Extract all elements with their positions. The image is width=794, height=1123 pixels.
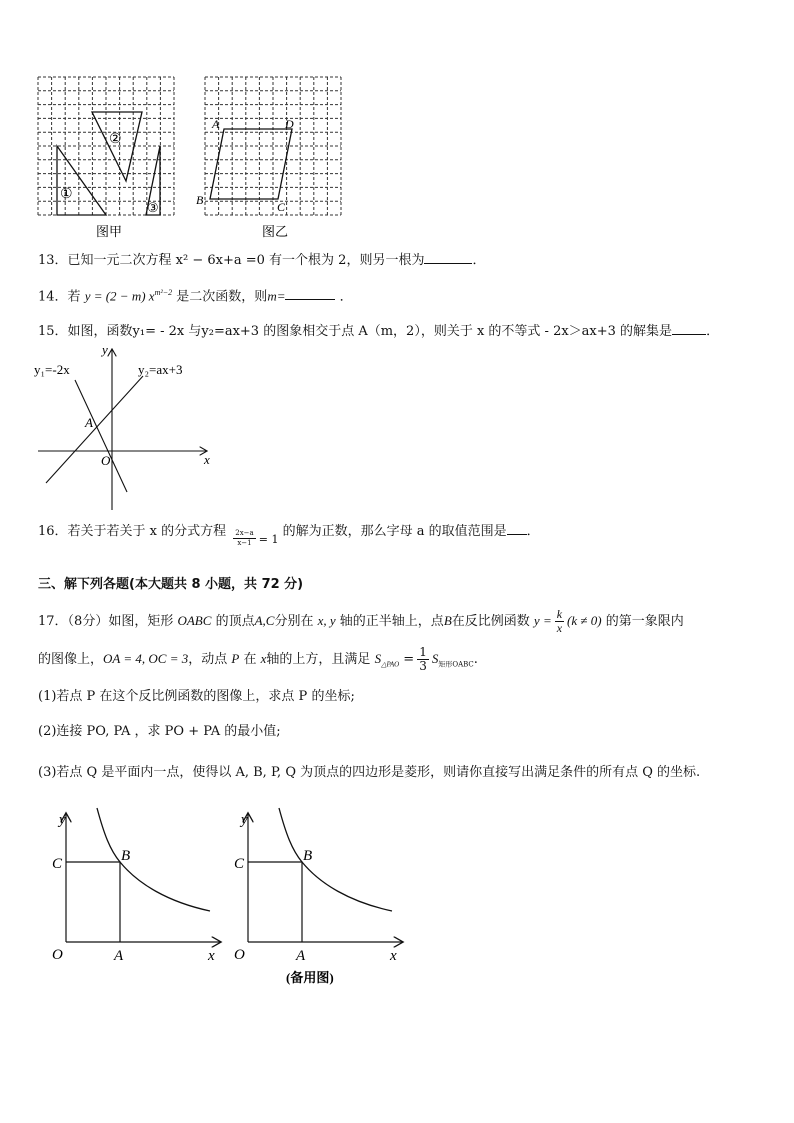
q17b-label-y: y	[241, 812, 248, 828]
q17-sub-1: (1)若点 P 在这个反比例函数的图像上，求点 P 的坐标;	[38, 689, 355, 704]
q17-label-y: y	[59, 812, 66, 828]
q17-s-rhs: S	[431, 651, 439, 666]
q15-axis-y-label: y	[102, 342, 108, 357]
q17-label-o: O	[52, 947, 63, 963]
q17b-label-o: O	[234, 947, 245, 963]
q17-s-frac	[417, 646, 429, 673]
q16-eq: = 1	[258, 533, 279, 546]
q17b-label-b: B	[303, 848, 313, 864]
q17-p: P	[231, 651, 240, 666]
q15-suffix: ．	[706, 324, 720, 339]
q15-axis-x-label: x	[204, 452, 210, 467]
q17-func-frac	[555, 608, 564, 635]
label-c: C	[277, 200, 286, 214]
q17-l2-a: 的图像上，	[38, 652, 104, 667]
q13-suffix: ．	[472, 253, 486, 268]
figure-jia	[36, 74, 186, 242]
question-16	[38, 521, 540, 551]
question-17-line-2	[38, 646, 478, 677]
q14-math: y = (2 − m) x	[84, 288, 155, 304]
q17b-hyperbola	[279, 808, 392, 911]
label-b: B	[196, 193, 204, 207]
q17-hyperbola	[97, 808, 210, 911]
q15-point-a: A	[85, 415, 93, 430]
q16-mid: 的解为正数，那么字母 a 的取值范围是	[282, 524, 507, 539]
backup-caption: (备用图)	[286, 970, 334, 985]
q17-l1-e: 在反比例函数	[451, 614, 530, 629]
label-a: A	[212, 117, 220, 131]
q13-text: 13．已知一元二次方程 x² − 6x+a =0 有一个根为 2，则另一根为	[38, 253, 425, 268]
q17-l2-b: ，动点	[188, 652, 228, 667]
q15-label-y2: y₂=ax+3	[138, 362, 183, 377]
q17-rectangle	[66, 862, 120, 942]
q15-label-y1: y₁=-2x	[34, 362, 70, 377]
q17-l2-vals: OA = 4, OC = 3	[103, 651, 189, 666]
q15-graph	[30, 340, 230, 515]
q17-graph-main	[48, 804, 228, 964]
q17-s-eq: =	[403, 652, 415, 667]
q15-line-y2	[46, 376, 143, 483]
q17-oabc: OABC	[177, 613, 212, 628]
q17-l1-a: 17．（8分）如图，矩形	[38, 614, 174, 629]
q14-var: m=	[267, 288, 286, 304]
q17-s-rhs-sub: 矩形OABC	[438, 660, 474, 669]
question-14	[38, 284, 353, 306]
parallelogram	[210, 129, 292, 199]
q14-prefix: 14．若	[38, 289, 81, 305]
figure-yi	[196, 74, 352, 242]
q14-exponent: m²−2	[154, 288, 173, 297]
q16-blank[interactable]	[507, 522, 527, 535]
q17-label-b: B	[121, 848, 131, 864]
section-3-heading: 三、解下列各题(本大题共 8 小题，共 72 分)	[38, 577, 304, 592]
q17-ac: A,C	[254, 613, 275, 628]
q17-func-cond: (k ≠ 0)	[567, 613, 602, 628]
triangle-1	[57, 146, 106, 215]
q13-blank[interactable]	[424, 251, 472, 264]
q16-fraction	[233, 529, 255, 548]
question-13	[38, 251, 485, 270]
q17b-label-a: A	[296, 948, 306, 964]
label-1: ①	[60, 187, 73, 202]
q16-frac-den: x−1	[237, 539, 252, 547]
label-2: ②	[109, 132, 122, 147]
q16-suffix: ．	[526, 524, 540, 539]
q15-blank[interactable]	[672, 322, 706, 335]
q17-x: x	[260, 651, 267, 666]
q14-mid: 是二次函数，则	[176, 289, 268, 305]
q16-prefix: 16．若关于若关于 x 的分式方程	[38, 524, 227, 539]
q17-b: B	[443, 613, 452, 628]
q17b-label-c: C	[234, 856, 245, 872]
label-3: ③	[147, 200, 159, 215]
q17-s-num: 1	[419, 645, 427, 659]
q17-l2-c: 在	[243, 652, 257, 667]
q17-sub-3: (3)若点 Q 是平面内一点，使得以 A, B, P, Q 为顶点的四边形是菱形，则请你直接写出满足条件的所有点 Q 的坐标.	[38, 765, 701, 780]
caption-jia: 图甲	[96, 224, 123, 239]
q17-l1-b: 的顶点	[215, 614, 255, 629]
q17b-rectangle	[248, 862, 302, 942]
q17-xy: x, y	[317, 613, 336, 628]
q17-label-x: x	[208, 948, 215, 964]
q17-s-den: 3	[419, 659, 427, 673]
question-17-line-1	[38, 608, 684, 635]
q17-l1-c: 分别在	[274, 614, 314, 629]
q17-func-num: k	[556, 607, 563, 621]
q17-func-den: x	[556, 621, 563, 635]
label-d: D	[285, 117, 294, 131]
q15-line-y1	[75, 380, 127, 492]
caption-yi: 图乙	[262, 224, 289, 239]
q17b-label-x: x	[390, 948, 397, 964]
q17-s-lhs-sub: △PAO	[381, 660, 400, 669]
q15-origin: O	[101, 453, 111, 468]
q17-sub-2: (2)连接 PO, PA ，求 PO + PA 的最小值;	[38, 724, 281, 739]
q16-frac-num: 2x−a	[235, 529, 254, 537]
q14-suffix: ．	[339, 289, 353, 305]
q17-l1-f: 的第一象限内	[605, 614, 684, 629]
q17-l2-end: .	[473, 652, 478, 667]
q17-label-a: A	[114, 948, 124, 964]
q17-label-c: C	[52, 856, 63, 872]
q17-l1-d: 轴的正半轴上，点	[339, 614, 444, 629]
q14-blank[interactable]	[285, 287, 335, 300]
q17-func: y =	[533, 613, 552, 628]
question-15	[38, 322, 719, 341]
q17-s-lhs: S	[374, 651, 382, 666]
q17-l2-d: 轴的上方，且满足	[266, 652, 371, 667]
q15-text: 15．如图，函数y₁= - 2x 与y₂=ax+3 的图象相交于点 A（m，2），则关于 x 的不等式 - 2x＞ax+3 的解集是	[38, 324, 673, 339]
q17-graph-backup	[230, 804, 410, 989]
